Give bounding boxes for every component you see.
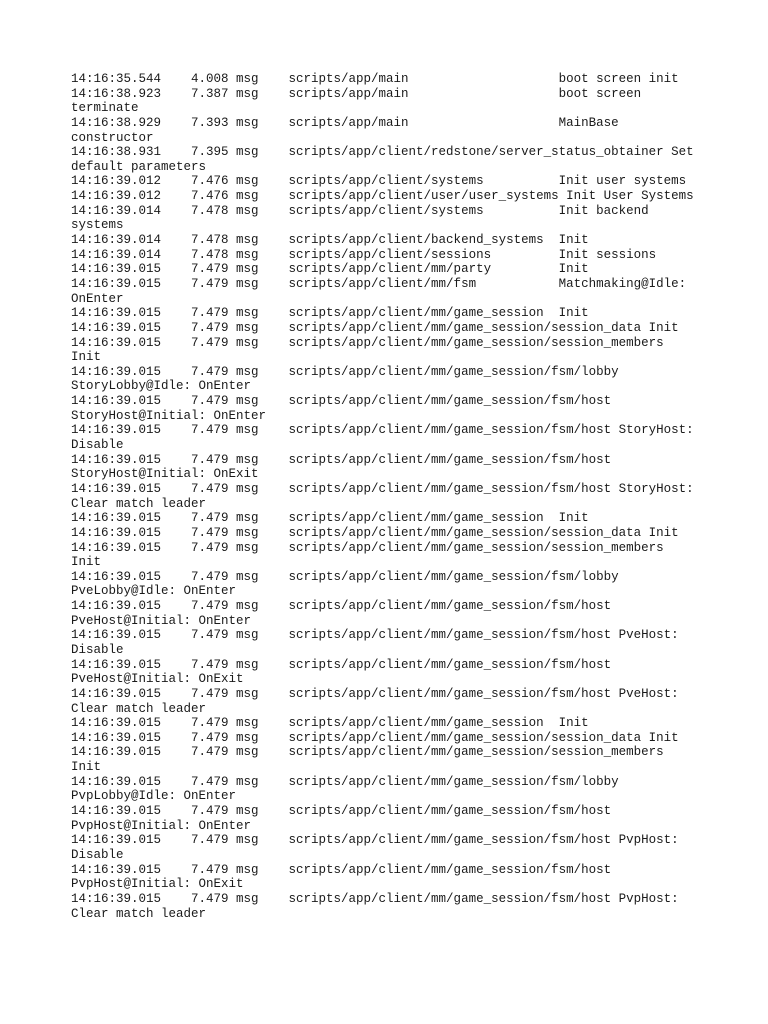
log-line: 14:16:39.015 7.479 msg scripts/app/client/mm/game_session/session_data Init bbox=[71, 730, 679, 745]
log-line: 14:16:39.015 7.479 msg scripts/app/client/mm/game_session Init bbox=[71, 511, 589, 526]
log-line: 14:16:38.929 7.393 msg scripts/app/main MainBase bbox=[71, 115, 619, 130]
log-line: default parameters bbox=[71, 159, 207, 174]
log-line: constructor bbox=[71, 130, 154, 145]
log-line: Clear match leader bbox=[71, 906, 207, 921]
log-line: 14:16:39.015 7.479 msg scripts/app/client/mm/game_session/fsm/host bbox=[71, 657, 612, 672]
log-line: Init bbox=[71, 760, 102, 775]
log-line: 14:16:39.015 7.479 msg scripts/app/client/mm/game_session/fsm/host PveHost: bbox=[71, 628, 679, 643]
document-page bbox=[71, 72, 711, 921]
log-line: 14:16:39.015 7.479 msg scripts/app/client/mm/game_session/session_data Init bbox=[71, 525, 679, 540]
log-line: 14:16:39.015 7.479 msg scripts/app/client/mm/party Init bbox=[71, 262, 589, 277]
log-line: 14:16:39.015 7.479 msg scripts/app/client/mm/game_session/fsm/host bbox=[71, 804, 612, 819]
log-line: Clear match leader bbox=[71, 701, 207, 716]
log-line: 14:16:35.544 4.008 msg scripts/app/main boot screen init bbox=[71, 72, 679, 86]
log-output bbox=[71, 72, 711, 921]
log-line: 14:16:39.015 7.479 msg scripts/app/client/mm/game_session/fsm/host StoryHost: bbox=[71, 481, 694, 496]
log-line: 14:16:39.015 7.479 msg scripts/app/client/mm/game_session/session_data Init bbox=[71, 320, 679, 335]
log-line: 14:16:39.015 7.479 msg scripts/app/client/mm/game_session/fsm/host PvpHost: bbox=[71, 891, 679, 906]
log-line: 14:16:39.012 7.476 msg scripts/app/client/user/user_systems Init User Systems bbox=[71, 189, 694, 204]
log-line: 14:16:39.015 7.479 msg scripts/app/client/mm/game_session/session_members bbox=[71, 540, 664, 555]
log-line: 14:16:39.014 7.478 msg scripts/app/client/backend_systems Init bbox=[71, 233, 589, 248]
log-line: 14:16:39.015 7.479 msg scripts/app/client/mm/game_session/fsm/host bbox=[71, 862, 612, 877]
log-line: 14:16:39.012 7.476 msg scripts/app/client/systems Init user systems bbox=[71, 174, 687, 189]
log-line: PvpHost@Initial: OnEnter bbox=[71, 818, 252, 833]
log-line: StoryLobby@Idle: OnEnter bbox=[71, 379, 252, 394]
log-line: Init bbox=[71, 555, 102, 570]
log-line: PveHost@Initial: OnEnter bbox=[71, 613, 252, 628]
log-line: 14:16:39.015 7.479 msg scripts/app/client/mm/game_session/session_members bbox=[71, 335, 664, 350]
log-line: StoryHost@Initial: OnExit bbox=[71, 467, 259, 482]
log-line: PveLobby@Idle: OnEnter bbox=[71, 584, 237, 599]
log-line: PvpHost@Initial: OnExit bbox=[71, 877, 244, 892]
log-line: Disable bbox=[71, 847, 124, 862]
log-line: 14:16:39.014 7.478 msg scripts/app/client/sessions Init sessions bbox=[71, 247, 657, 262]
log-line: 14:16:39.015 7.479 msg scripts/app/client/mm/game_session/fsm/host bbox=[71, 599, 612, 614]
log-line: 14:16:39.014 7.478 msg scripts/app/client/systems Init backend bbox=[71, 203, 649, 218]
log-line: StoryHost@Initial: OnEnter bbox=[71, 408, 267, 423]
log-line: 14:16:39.015 7.479 msg scripts/app/client/mm/game_session/fsm/lobby bbox=[71, 774, 619, 789]
log-line: terminate bbox=[71, 101, 139, 116]
log-line: 14:16:38.931 7.395 msg scripts/app/client/redstone/server_status_obtainer Set bbox=[71, 145, 694, 160]
log-line: Disable bbox=[71, 438, 124, 453]
log-line: 14:16:39.015 7.479 msg scripts/app/client/mm/game_session/fsm/host bbox=[71, 452, 612, 467]
log-line: 14:16:39.015 7.479 msg scripts/app/client/mm/game_session/fsm/host StoryHost: bbox=[71, 423, 694, 438]
log-line: OnEnter bbox=[71, 291, 124, 306]
log-line: Init bbox=[71, 350, 102, 365]
log-line: 14:16:39.015 7.479 msg scripts/app/client/mm/game_session/fsm/host PveHost: bbox=[71, 686, 679, 701]
log-line: PvpLobby@Idle: OnEnter bbox=[71, 789, 237, 804]
log-line: 14:16:39.015 7.479 msg scripts/app/client/mm/game_session/fsm/host bbox=[71, 394, 612, 409]
log-line: 14:16:39.015 7.479 msg scripts/app/client/mm/game_session Init bbox=[71, 716, 589, 731]
log-line: 14:16:39.015 7.479 msg scripts/app/client/mm/fsm Matchmaking@Idle: bbox=[71, 276, 687, 291]
log-line: 14:16:38.923 7.387 msg scripts/app/main boot screen bbox=[71, 86, 642, 101]
log-line: 14:16:39.015 7.479 msg scripts/app/client/mm/game_session/fsm/lobby bbox=[71, 364, 619, 379]
log-line: 14:16:39.015 7.479 msg scripts/app/client/mm/game_session/fsm/host PvpHost: bbox=[71, 833, 679, 848]
log-line: systems bbox=[71, 218, 124, 233]
log-line: 14:16:39.015 7.479 msg scripts/app/client/mm/game_session/session_members bbox=[71, 745, 664, 760]
log-line: Clear match leader bbox=[71, 496, 207, 511]
log-line: 14:16:39.015 7.479 msg scripts/app/client/mm/game_session/fsm/lobby bbox=[71, 569, 619, 584]
log-line: Disable bbox=[71, 642, 124, 657]
log-line: 14:16:39.015 7.479 msg scripts/app/client/mm/game_session Init bbox=[71, 306, 589, 321]
log-line: PveHost@Initial: OnExit bbox=[71, 672, 244, 687]
